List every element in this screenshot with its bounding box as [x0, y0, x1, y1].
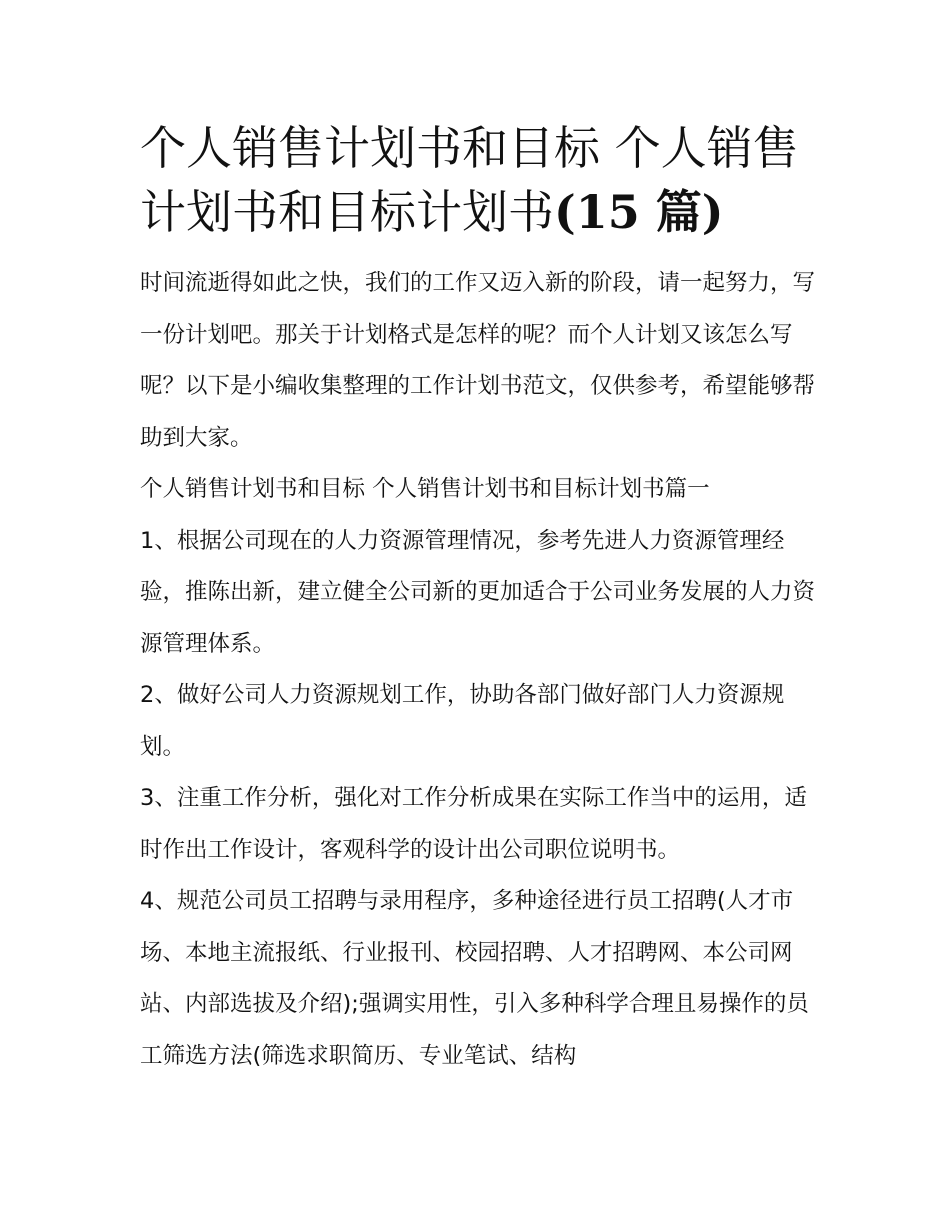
- list-item-1: 1、根据公司现在的人力资源管理情况，参考先进人力资源管理经验，推陈出新，建立健全公司新的更加适合于公司业务发展的人力资源管理体系。: [140, 527, 816, 657]
- document-body: [140, 116, 820, 1082]
- document-title-main: 个人销售计划书和目标 个人销售计划书和目标计划书: [140, 121, 799, 239]
- document-title: [140, 116, 820, 244]
- list-item-4: 4、规范公司员工招聘与录用程序，多种途径进行员工招聘(人才市场、本地主流报纸、行业报刊、校园招聘、人才招聘网、本公司网站、内部选拔及介绍);强调实用性，引入多种科学合理且易操作的员工筛选方法(筛选求职简历、专业笔试、结构: [140, 888, 809, 1069]
- intro-paragraph: 时间流逝得如此之快，我们的工作又迈入新的阶段，请一起努力，写一份计划吧。那关于计划格式是怎样的呢？而个人计划又该怎么写呢？以下是小编收集整理的工作计划书范文，仅供参考，希望能够帮助到大家。: [140, 270, 816, 451]
- list-item-3: 3、注重工作分析，强化对工作分析成果在实际工作当中的运用，适时作出工作设计，客观科学的设计出公司职位说明书。: [140, 785, 807, 863]
- section-heading: 个人销售计划书和目标 个人销售计划书和目标计划书篇一: [140, 476, 710, 502]
- document-title-count: (15 篇): [554, 185, 724, 239]
- list-item-2: 2、做好公司人力资源规划工作，协助各部门做好部门人力资源规划。: [140, 682, 785, 760]
